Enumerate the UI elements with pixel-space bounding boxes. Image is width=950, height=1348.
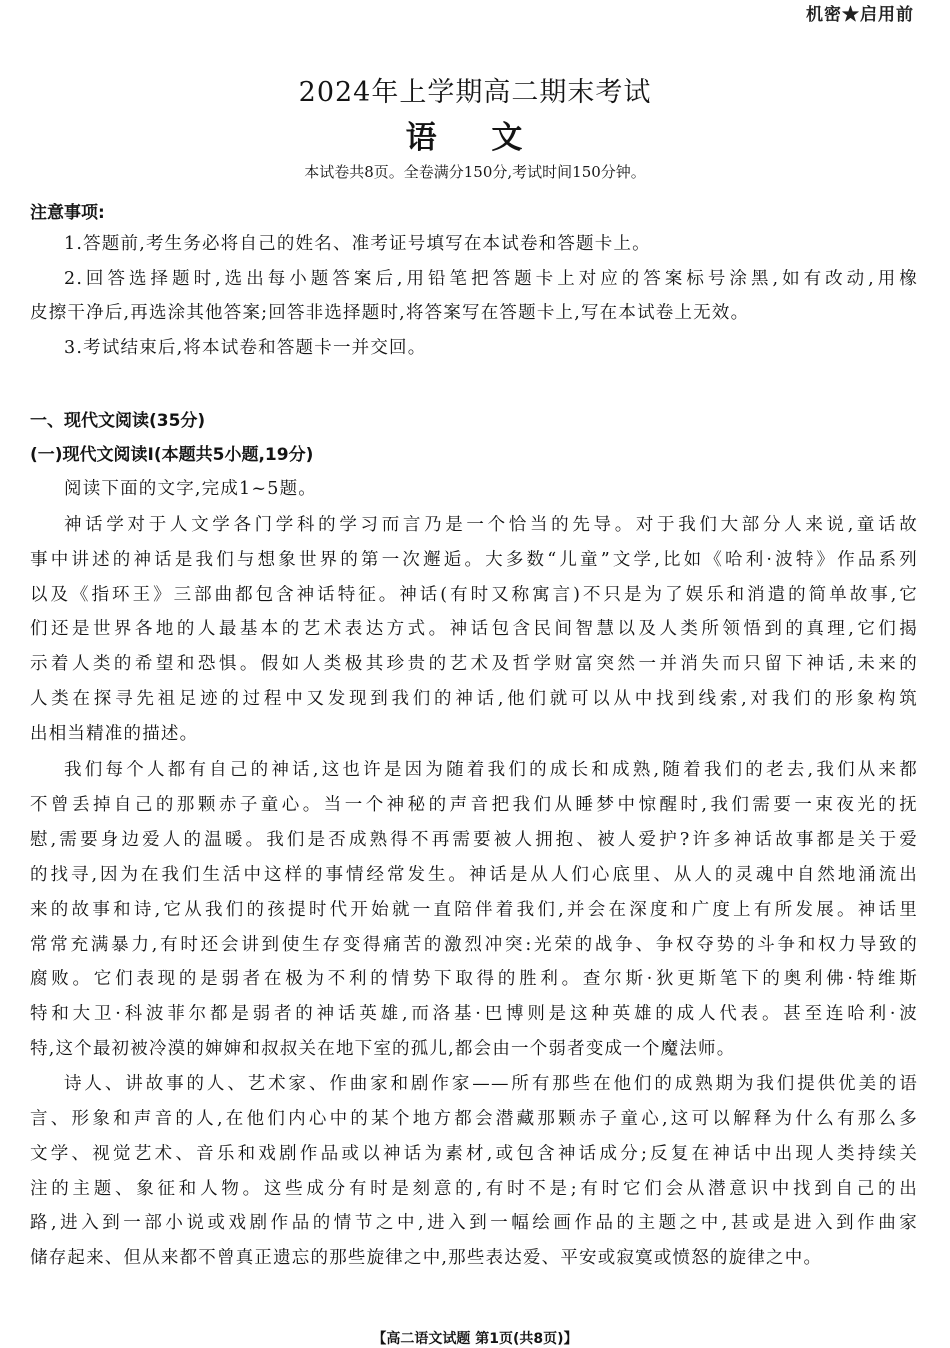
passage-line: 路,进入到一部小说或戏剧作品的情节之中,进入到一幅绘画作品的主题之中,甚或是进入到作曲家 <box>30 1213 918 1233</box>
passage-line: 人类在探寻先祖足迹的过程中又发现到我们的神话,他们就可以从中找到线索,对我们的形象构筑 <box>30 689 918 709</box>
notice-item-2: 2.回答选择题时,选出每小题答案后,用铅笔把答题卡上对应的答案标号涂黑,如有改动,用橡 <box>64 269 918 289</box>
passage-line: 腐败。它们表现的是弱者在极为不利的情势下取得的胜利。查尔斯·狄更斯笔下的奥利佛·特维斯 <box>30 969 918 989</box>
subject-title: 语 文 <box>405 120 545 156</box>
exam-info: 本试卷共8页。全卷满分150分,考试时间150分钟。 <box>304 163 646 181</box>
passage-line: 特,这个最初被冷漠的婶婶和叔叔关在地下室的孤儿,都会由一个弱者变成一个魔法师。 <box>30 1039 736 1059</box>
passage-line: 言、形象和声音的人,在他们内心中的某个地方都会潜藏那颗赤子童心,这可以解释为什么有那么多 <box>30 1109 918 1129</box>
passage-line: 来的故事和诗,它从我们的孩提时代开始就一直陪伴着我们,并会在深度和广度上有所发展。神话里 <box>30 900 918 920</box>
passage-line: 神话学对于人文学各门学科的学习而言乃是一个恰当的先导。对于我们大部分人来说,童话故 <box>64 515 918 535</box>
reading-instruction: 阅读下面的文字,完成1~5题。 <box>64 479 317 499</box>
page-footer: 【高二语文试题 第1页(共8页)】 <box>372 1331 578 1347</box>
notice-heading: 注意事项: <box>30 203 105 223</box>
passage-line: 常常充满暴力,有时还会讲到使生存变得痛苦的激烈冲突:光荣的战争、争权夺势的斗争和权力导致的 <box>30 935 918 955</box>
notice-item-1: 1.答题前,考生务必将自己的姓名、准考证号填写在本试卷和答题卡上。 <box>64 234 651 254</box>
passage-line: 事中讲述的神话是我们与想象世界的第一次邂逅。大多数“儿童”文学,比如《哈利·波特》作品系列 <box>30 550 918 570</box>
passage-line: 的找寻,因为在我们生活中这样的事情经常发生。神话是从人们心底里、从人的灵魂中自然地涌流出 <box>30 865 918 885</box>
notice-item-2-cont: 皮擦干净后,再选涂其他答案;回答非选择题时,将答案写在答题卡上,写在本试卷上无效。 <box>30 303 750 323</box>
passage-line: 不曾丢掉自己的那颗赤子童心。当一个神秘的声音把我们从睡梦中惊醒时,我们需要一束夜光的抚 <box>30 795 918 815</box>
subsection-heading: (一)现代文阅读Ⅰ(本题共5小题,19分) <box>30 445 314 465</box>
passage-line: 示着人类的希望和恐惧。假如人类极其珍贵的艺术及哲学财富突然一并消失而只留下神话,未来的 <box>30 654 918 674</box>
passage-line: 慰,需要身边爱人的温暖。我们是否成熟得不再需要被人拥抱、被人爱护?许多神话故事都是关于爱 <box>30 830 918 850</box>
confidential-note: 机密★启用前 <box>806 5 914 25</box>
passage-line: 注的主题、象征和人物。这些成分有时是刻意的,有时不是;有时它们会从潜意识中找到自己的出 <box>30 1179 918 1199</box>
passage-line: 诗人、讲故事的人、艺术家、作曲家和剧作家——所有那些在他们的成熟期为我们提供优美的语 <box>64 1074 918 1094</box>
passage-line: 出相当精准的描述。 <box>30 724 199 744</box>
passage-line: 们还是世界各地的人最基本的艺术表达方式。神话包含民间智慧以及人类所领悟到的真理,它们揭 <box>30 619 918 639</box>
passage-line: 我们每个人都有自己的神话,这也许是因为随着我们的成长和成熟,随着我们的老去,我们从来都 <box>64 760 918 780</box>
section-heading: 一、现代文阅读(35分) <box>30 411 206 431</box>
notice-item-3: 3.考试结束后,将本试卷和答题卡一并交回。 <box>64 338 427 358</box>
passage-line: 文学、视觉艺术、音乐和戏剧作品或以神话为素材,或包含神话成分;反复在神话中出现人类持续关 <box>30 1144 918 1164</box>
exam-title: 2024年上学期高二期末考试 <box>298 77 652 108</box>
passage-line: 以及《指环王》三部曲都包含神话特征。神话(有时又称寓言)不只是为了娱乐和消遣的简单故事,它 <box>30 585 918 605</box>
passage-line: 储存起来、但从来都不曾真正遗忘的那些旋律之中,那些表达爱、平安或寂寞或愤怒的旋律之中。 <box>30 1248 823 1268</box>
passage-line: 特和大卫·科波菲尔都是弱者的神话英雄,而洛基·巴博则是这种英雄的成人代表。甚至连哈利·波 <box>30 1004 918 1024</box>
